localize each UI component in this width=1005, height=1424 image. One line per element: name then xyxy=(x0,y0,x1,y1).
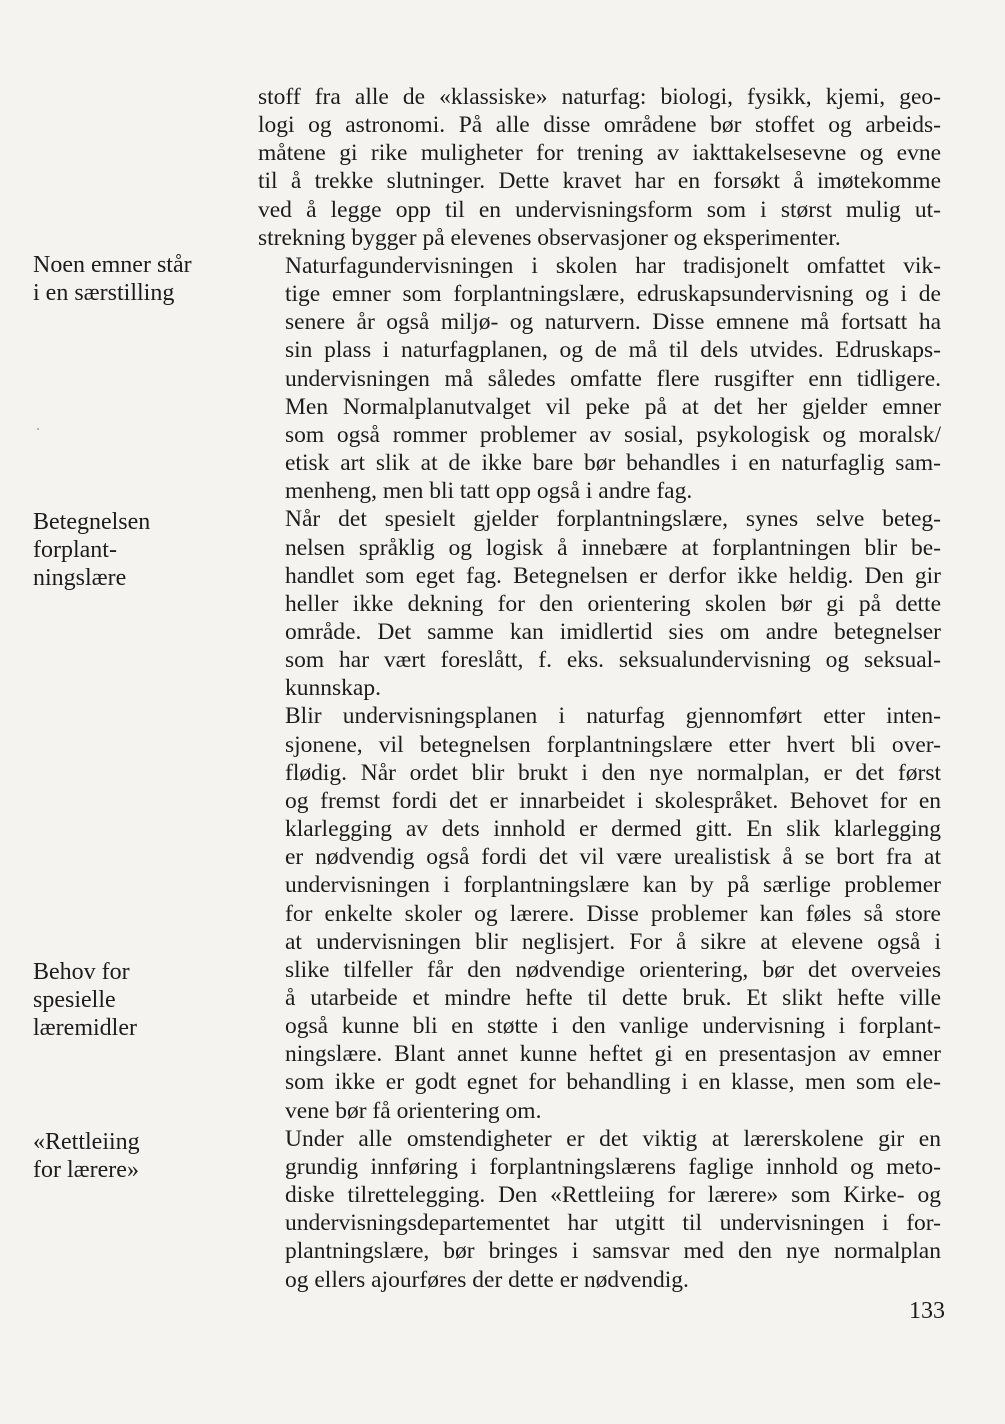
text-line: tige emner som forplantningslære, edruskapsundervisning og i de xyxy=(285,281,941,308)
text-line: område. Det samme kan imidlertid sies om andre betegnelser xyxy=(285,618,941,645)
text-line: å utarbeide et mindre hefte til dette bruk. Et slikt hefte ville xyxy=(285,985,941,1011)
margin-note-term xyxy=(33,508,233,592)
text-line: som ikke er godt egnet for behandling i en klasse, men som ele- xyxy=(285,1069,941,1096)
margin-note-teaching-aids xyxy=(33,958,233,1042)
margin-note-line: Betegnelsen xyxy=(33,509,151,535)
text-line: flødig. Når ordet blir brukt i den nye normalplan, er det først xyxy=(285,759,941,786)
text-line: nelsen språklig og logisk å innebære at forplantningen blir be- xyxy=(285,534,941,561)
text-line: senere år også miljø- og naturvern. Disse emnene må fortsatt ha xyxy=(285,309,941,336)
text-line: Blir undervisningsplanen i naturfag gjennomført etter inten- xyxy=(285,703,941,730)
margin-note-line: Behov for xyxy=(33,959,130,985)
paragraph-3 xyxy=(258,505,941,702)
text-line: undervisningsdepartementet har utgitt til undervisningen i for- xyxy=(285,1210,941,1237)
text-line: heller ikke dekning for den orientering skolen bør gi på dette xyxy=(285,590,941,617)
text-line: klarlegging av dets innhold er dermed gitt. En slik klarlegging xyxy=(285,816,941,843)
text-line: plantningslære, bør bringes i samsvar med den nye normalplan xyxy=(285,1238,941,1265)
text-line: ningslære. Blant annet kunne heftet gi en presentasjon av emner xyxy=(285,1041,941,1068)
text-line: menheng, men bli tatt opp også i andre fag. xyxy=(285,478,693,505)
text-line: og fremst fordi det er innarbeidet i skolespråket. Behovet for en xyxy=(285,787,941,814)
margin-note-line: forplant- xyxy=(33,537,117,563)
text-line: til å trekke slutninger. Dette kravet har en forsøkt å imøtekomme xyxy=(258,168,941,195)
text-line: for enkelte skoler og lærere. Disse problemer kan føles så store xyxy=(285,900,941,927)
paragraph-1 xyxy=(258,83,941,252)
margin-note-line: «Rettleiing xyxy=(33,1129,140,1155)
text-line: vene bør få orientering om. xyxy=(285,1097,542,1124)
text-line: som også rommer problemer av sosial, psykologisk og moralsk/ xyxy=(285,421,941,448)
main-text xyxy=(258,83,941,1294)
text-line: logi og astronomi. På alle disse områdene bør stoffet og arbeids- xyxy=(258,112,941,139)
text-line: Men Normalplanutvalget vil peke på at det her gjelder emner xyxy=(285,393,941,420)
margin-note-line: Noen emner står xyxy=(33,252,192,278)
paragraph-4 xyxy=(258,702,941,1124)
margin-note-line: spesielle xyxy=(33,987,116,1013)
margin-note-line: læremidler xyxy=(33,1015,137,1041)
text-line: etisk art slik at de ikke bare bør behandles i en naturfaglig sam- xyxy=(285,450,941,477)
margin-note-line: ningslære xyxy=(33,565,127,591)
page-number: 133 xyxy=(909,1298,945,1324)
text-line: også kunne bli en støtte i den vanlige undervisning i forplant- xyxy=(285,1013,941,1040)
text-line: ved å legge opp til en undervisningsform som i størst mulig ut- xyxy=(258,196,941,223)
text-line: stoff fra alle de «klassiske» naturfag: biologi, fysikk, kjemi, geo- xyxy=(258,84,941,110)
text-line: slike tilfeller får den nødvendige orientering, bør det overveies xyxy=(285,956,941,983)
margin-note-teacher-guidance xyxy=(33,1128,233,1184)
margin-note-line: i en særstilling xyxy=(33,280,175,306)
text-line: måtene gi rike muligheter for trening av iakttakelsesevne og evne xyxy=(258,140,941,167)
paragraph-2 xyxy=(258,252,941,505)
text-line: Under alle omstendigheter er det viktig at lærerskolene gir en xyxy=(285,1125,941,1152)
text-line: sin plass i naturfagplanen, og de må til dels utvides. Edruskaps- xyxy=(285,337,941,364)
margin-note-special-topics xyxy=(33,251,233,307)
text-line: undervisningen må således omfatte flere rusgifter enn tidligere. xyxy=(285,365,941,392)
text-line: grundig innføring i forplantningslærens faglige innhold og meto- xyxy=(285,1153,941,1180)
text-line: diske tilrettelegging. Den «Rettleiing for lærere» som Kirke- og xyxy=(285,1182,941,1209)
text-line: som har vært foreslått, f. eks. seksualundervisning og seksual- xyxy=(285,647,941,674)
text-line: at undervisningen blir neglisjert. For å sikre at elevene også i xyxy=(285,928,941,955)
text-line: undervisningen i forplantningslære kan by på særlige problemer xyxy=(285,872,941,899)
text-line: Naturfagundervisningen i skolen har tradisjonelt omfattet vik- xyxy=(285,252,941,279)
paragraph-5 xyxy=(258,1125,941,1294)
text-line: Når det spesielt gjelder forplantningslære, synes selve beteg- xyxy=(285,506,941,533)
text-line: kunnskap. xyxy=(285,675,381,702)
text-line: handlet som eget fag. Betegnelsen er derfor ikke heldig. Den gir xyxy=(285,562,941,589)
text-line: og ellers ajourføres der dette er nødvendig. xyxy=(285,1266,689,1293)
text-line: er nødvendig også fordi det vil være urealistisk å se bort fra at xyxy=(285,844,941,871)
text-line: strekning bygger på elevenes observasjoner og eksperimenter. xyxy=(258,224,841,251)
text-line: sjonene, vil betegnelsen forplantningslære etter hvert bli over- xyxy=(285,731,941,758)
margin-note-line: for lærere» xyxy=(33,1157,139,1183)
paper-speck xyxy=(37,428,39,430)
